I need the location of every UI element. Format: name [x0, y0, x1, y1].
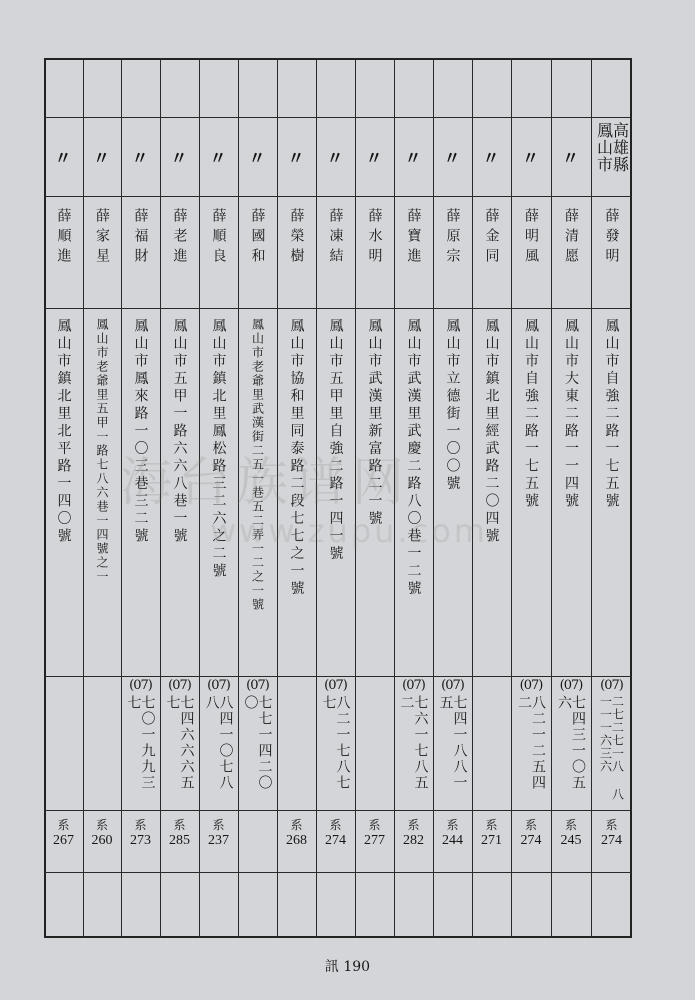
system-label: 系: [605, 818, 618, 832]
person-name: 薛順良: [210, 208, 227, 268]
watermark-logo: 海台族谱网: [120, 453, 411, 513]
ditto-mark-cell: [394, 144, 433, 174]
person-name: 薛順進: [55, 208, 72, 268]
lineage-number: 277: [364, 833, 385, 848]
lineage-cell: [511, 816, 551, 868]
lineage-number: 237: [208, 833, 229, 848]
lineage-cell: [277, 816, 316, 868]
address: 鳳山市鎮北里鳳松路三二六之二號: [210, 318, 227, 581]
area-code: (07): [168, 678, 191, 693]
person-name: 薛原宗: [444, 208, 461, 268]
person-name-cell: [511, 208, 551, 303]
phone-cell: [121, 678, 160, 806]
lineage-cell: [83, 816, 121, 868]
phone-cell: [551, 678, 591, 806]
area-code: (07): [441, 678, 464, 693]
person-name-cell: [472, 208, 511, 303]
ditto-mark: 〃: [131, 149, 150, 169]
address: 鳳山市武漢里新富路二一號: [366, 318, 383, 528]
watermark-url: www.zupu.com: [210, 512, 488, 550]
ditto-mark-cell: [277, 144, 316, 174]
lineage-cell: [591, 816, 632, 868]
lineage-cell: [199, 816, 238, 868]
phone-cell: [394, 678, 433, 806]
system-label: 系: [290, 818, 303, 832]
ditto-mark-cell: [472, 144, 511, 174]
system-label: 系: [134, 818, 147, 832]
phone-number: 二七二七一八 八一一一六三六: [598, 695, 625, 801]
person-name: 薛老進: [171, 208, 188, 268]
lineage-number: 260: [91, 833, 113, 848]
ditto-mark-cell: [511, 144, 551, 174]
system-label: 系: [212, 818, 225, 832]
system-label: 系: [368, 818, 381, 832]
address: 鳳山市五甲一路六六八巷一號: [171, 318, 188, 546]
row-divider: [44, 196, 632, 197]
address-cell: [511, 318, 551, 673]
system-label: 系: [446, 818, 459, 832]
phone-number: 七七一四二〇〇: [242, 695, 273, 791]
lineage-number: 274: [520, 833, 542, 848]
address: 鳳山市老爺里五甲一路七八六巷一四號之一: [95, 318, 109, 584]
ditto-mark-cell: [83, 144, 121, 174]
system-label: 系: [524, 818, 537, 832]
phone-number: 八四一〇七八八: [203, 695, 234, 791]
ditto-mark-cell: [121, 144, 160, 174]
person-name: 薛寶進: [405, 208, 422, 268]
person-name-cell: [394, 208, 433, 303]
phone-cell: [316, 678, 355, 806]
ditto-mark-cell: [238, 144, 277, 174]
person-name: 薛清愿: [563, 208, 579, 268]
lineage-number: 245: [560, 833, 582, 848]
lineage-number: 271: [481, 833, 502, 848]
lineage-number: 267: [53, 833, 74, 848]
area-code: (07): [324, 678, 347, 693]
address: 鳳山市自強二路一七五號: [603, 318, 620, 511]
lineage-cell: [551, 816, 591, 868]
lineage-cell: [121, 816, 160, 868]
phone-number: 七六一七八五二: [398, 695, 429, 791]
address: 鳳山市大東二路一一四號: [563, 318, 579, 511]
system-label: 系: [564, 818, 577, 832]
ditto-mark-cell: [160, 144, 199, 174]
row-divider: [44, 872, 632, 873]
phone-number: 七四三一〇五六: [556, 695, 586, 791]
lineage-number: 273: [130, 833, 151, 848]
ditto-mark: 〃: [170, 149, 189, 169]
system-label: 系: [329, 818, 342, 832]
lineage-number: 268: [286, 833, 307, 848]
person-name-cell: [238, 208, 277, 303]
address-cell: [591, 318, 632, 673]
row-divider: [44, 117, 632, 118]
address: 鳳山市協和里同泰路二段七七之一號: [288, 318, 305, 598]
system-label: 系: [485, 818, 498, 832]
area-code: (07): [246, 678, 269, 693]
ditto-mark: 〃: [93, 149, 111, 169]
ditto-mark-cell: [316, 144, 355, 174]
ditto-mark: 〃: [365, 149, 384, 169]
address-cell: [83, 318, 121, 673]
person-name-cell: [44, 208, 83, 303]
ditto-mark: 〃: [209, 149, 228, 169]
ditto-mark: 〃: [443, 149, 462, 169]
system-label: 系: [173, 818, 186, 832]
area-code: (07): [207, 678, 230, 693]
ditto-mark: 〃: [287, 149, 306, 169]
row-divider: [44, 810, 632, 811]
system-label: 系: [57, 818, 70, 832]
ditto-mark: 〃: [482, 149, 501, 169]
person-name-cell: [316, 208, 355, 303]
address: 鳳山市自強二路一七五號: [523, 318, 539, 511]
ditto-mark: 〃: [522, 149, 540, 169]
lineage-number: 244: [442, 833, 463, 848]
system-label: 系: [95, 818, 108, 832]
city-cell: [591, 122, 632, 192]
lineage-number: 274: [325, 833, 346, 848]
person-name-cell: [591, 208, 632, 303]
address: 鳳山市鳳來路一〇三巷三二號: [132, 318, 149, 546]
person-name-cell: [160, 208, 199, 303]
person-name-cell: [355, 208, 394, 303]
ditto-mark: 〃: [562, 149, 580, 169]
ditto-mark-cell: [199, 144, 238, 174]
address-cell: [472, 318, 511, 673]
lineage-cell: [316, 816, 355, 868]
phone-cell: [160, 678, 199, 806]
area-code: (07): [600, 678, 623, 693]
lineage-cell: [44, 816, 83, 868]
person-name-cell: [551, 208, 591, 303]
person-name-cell: [83, 208, 121, 303]
person-name: 薛發明: [603, 208, 620, 268]
ditto-mark-cell: [433, 144, 472, 174]
area-code: (07): [559, 678, 583, 693]
lineage-number: 274: [601, 833, 622, 848]
address: 鳳山市武漢里武慶二路八〇巷一二號: [405, 318, 422, 598]
row-divider: [44, 308, 632, 309]
person-name-cell: [121, 208, 160, 303]
lineage-cell: [472, 816, 511, 868]
phone-number: 七〇一九九三七: [125, 695, 156, 791]
area-code: (07): [519, 678, 543, 693]
city-name: 高雄縣 鳳山市: [594, 122, 630, 173]
ditto-mark-cell: [355, 144, 394, 174]
address: 鳳山市五甲里自強二路一四一號: [327, 318, 344, 563]
address: 鳳山市鎮北里經武路二〇四號: [483, 318, 500, 546]
phone-number: 七四六六六五七: [164, 695, 195, 791]
ditto-mark: 〃: [404, 149, 423, 169]
person-name: 薛金同: [483, 208, 500, 268]
person-name: 薛家星: [94, 208, 110, 268]
phone-cell: [591, 678, 632, 806]
lineage-cell: [160, 816, 199, 868]
ditto-mark: 〃: [248, 149, 267, 169]
lineage-cell: [433, 816, 472, 868]
ditto-mark-cell: [44, 144, 83, 174]
lineage-cell: [355, 816, 394, 868]
address: 鳳山市鎮北里北平路一四〇號: [55, 318, 72, 546]
person-name: 薛明風: [523, 208, 539, 268]
area-code: (07): [129, 678, 152, 693]
address-cell: [44, 318, 83, 673]
person-name: 薛水明: [366, 208, 383, 268]
ditto-mark-cell: [551, 144, 591, 174]
person-name: 薛福財: [132, 208, 149, 268]
address: 鳳山市老爺里武漢街二五一巷五二弄一二之一號: [250, 318, 265, 612]
phone-number: 八二一七八七七: [320, 695, 351, 791]
page-number: 訊 190: [324, 959, 371, 975]
ditto-mark: 〃: [54, 149, 73, 169]
ditto-mark: 〃: [326, 149, 345, 169]
person-name: 薛凍結: [327, 208, 344, 268]
lineage-number: 285: [169, 833, 190, 848]
person-name-cell: [277, 208, 316, 303]
phone-number: 八二一二五四二: [516, 695, 546, 791]
address-cell: [433, 318, 472, 673]
person-name: 薛國和: [249, 208, 266, 268]
system-label: 系: [407, 818, 420, 832]
address-cell: [551, 318, 591, 673]
phone-cell: [238, 678, 277, 806]
lineage-number: 282: [403, 833, 424, 848]
phone-cell: [433, 678, 472, 806]
person-name-cell: [199, 208, 238, 303]
address: 鳳山市立德街一〇〇號: [444, 318, 461, 493]
lineage-cell: [394, 816, 433, 868]
person-name-cell: [433, 208, 472, 303]
phone-cell: [199, 678, 238, 806]
phone-cell: [511, 678, 551, 806]
phone-number: 七四一八八一五: [437, 695, 468, 791]
area-code: (07): [402, 678, 425, 693]
person-name: 薛榮樹: [288, 208, 305, 268]
